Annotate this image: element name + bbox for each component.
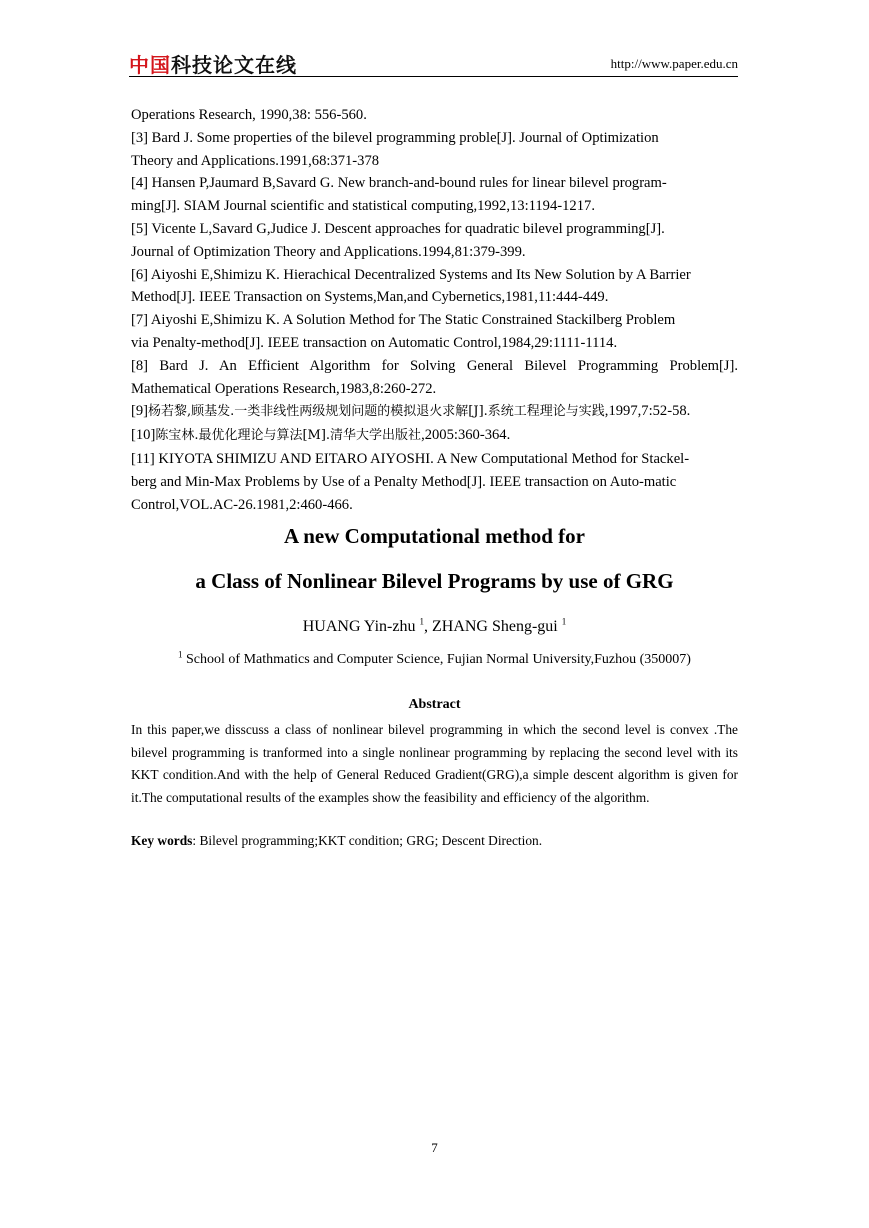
- author-line: [131, 618, 738, 636]
- reference-line: berg and Min-Max Problems by Use of a Penalty Method[J]. IEEE transaction on Auto-matic: [131, 473, 677, 490]
- page-header: [129, 46, 738, 77]
- reference-number: [10]: [131, 427, 156, 444]
- site-url[interactable]: http://www.paper.edu.cn: [610, 56, 738, 71]
- reference-line: [7] Aiyoshi E,Shimizu K. A Solution Method for The Static Constrained Stackilberg Problem: [131, 312, 676, 329]
- author-name: ZHANG Sheng-gui: [431, 618, 558, 635]
- reference-chinese-text: 杨若黎,顾基发.一类非线性两级规划问题的模拟退火求解[J].系统工程理论与实践: [148, 404, 605, 420]
- author-separator: ,: [423, 618, 432, 635]
- logo-black-text: 科技论文在线: [171, 53, 297, 77]
- affiliation-line: [131, 649, 738, 668]
- reference-line: Operations Research, 1990,38: 556-560.: [131, 107, 367, 123]
- abstract-heading: Abstract: [408, 697, 461, 712]
- reference-list: [131, 104, 738, 516]
- affiliation-marker: 1: [561, 616, 567, 627]
- page-number: 7: [431, 1140, 438, 1155]
- reference-line: [5] Vicente L,Savard G,Judice J. Descent approaches for quadratic bilevel programming[J].: [131, 220, 665, 237]
- site-logo: [129, 49, 297, 78]
- reference-line: [3] Bard J. Some properties of the bilevel programming proble[J]. Journal of Optimization: [131, 129, 659, 146]
- reference-line: [131, 400, 738, 424]
- reference-line: [6] Aiyoshi E,Shimizu K. Hierachical Decentralized Systems and Its New Solution by A Barrier: [131, 266, 691, 283]
- affiliation-marker: 1: [419, 616, 424, 627]
- reference-citation-detail: ,2005:360-364.: [421, 427, 511, 444]
- paper-title-line-2: a Class of Nonlinear Bilevel Programs by use of GRG: [195, 569, 674, 593]
- reference-line: [8] Bard J. An Efficient Algorithm for Solving General Bilevel Programming Problem[J].: [131, 357, 738, 374]
- keywords-label: Key words: [131, 833, 193, 848]
- keywords-text: : Bilevel programming;KKT condition; GRG; Descent Direction.: [192, 833, 543, 848]
- abstract-body: In this paper,we disscuss a class of nonlinear bilevel programming in which the second level is convex .The bilevel programming is tranformed into a single nonlinear programming by replacing the second level with its KKT condition.And with the help of General Reduced Gradient(GRG),a simple descent algorithm is given for it.The computational results of the examples show the feasibility and efficiency of the algorithm.: [131, 722, 738, 805]
- reference-line: Journal of Optimization Theory and Applications.1994,81:379-399.: [131, 243, 526, 260]
- reference-line: ming[J]. SIAM Journal scientific and statistical computing,1992,13:1194-1217.: [131, 198, 595, 215]
- reference-line: Theory and Applications.1991,68:371-378: [131, 152, 380, 169]
- reference-line: Mathematical Operations Research,1983,8:260-272.: [131, 380, 437, 397]
- logo-red-text: 中国: [129, 53, 171, 77]
- keywords-line: [131, 833, 738, 849]
- author-name: HUANG Yin-zhu: [302, 618, 416, 635]
- reference-line: [4] Hansen P,Jaumard B,Savard G. New branch-and-bound rules for linear bilevel program-: [131, 175, 667, 192]
- reference-line: Control,VOL.AC-26.1981,2:460-466.: [131, 496, 353, 513]
- reference-line: [131, 424, 738, 448]
- reference-line: Method[J]. IEEE Transaction on Systems,Man,and Cybernetics,1981,11:444-449.: [131, 289, 609, 306]
- paper-title-line-1: A new Computational method for: [283, 524, 585, 548]
- reference-citation-detail: ,1997,7:52-58.: [604, 403, 691, 420]
- reference-line: [11] KIYOTA SHIMIZU AND EITARO AIYOSHI. A New Computational Method for Stackel-: [131, 450, 690, 467]
- affiliation-marker: 1: [178, 649, 183, 660]
- affiliation-text: School of Mathmatics and Computer Science, Fujian Normal University,Fuzhou (350007): [186, 652, 691, 667]
- reference-line: via Penalty-method[J]. IEEE transaction on Automatic Control,1984,29:1111-1114.: [131, 334, 618, 351]
- reference-number: [9]: [131, 403, 149, 420]
- reference-chinese-text: 陈宝林.最优化理论与算法[M].清华大学出版社: [155, 428, 422, 444]
